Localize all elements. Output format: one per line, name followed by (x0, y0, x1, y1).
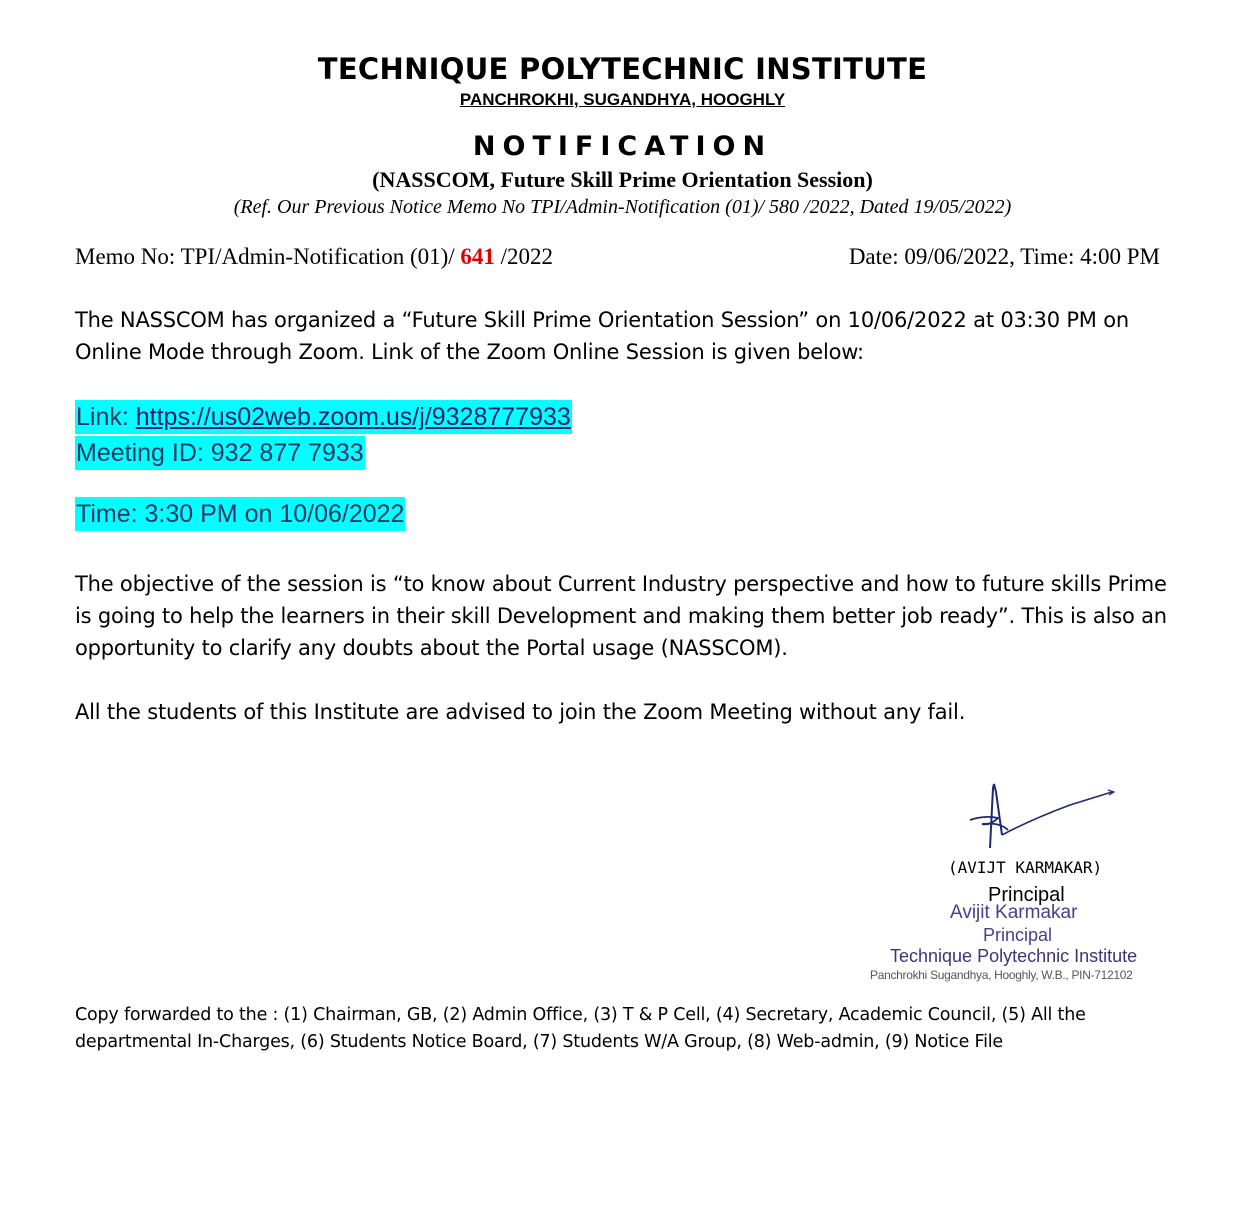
stamp-role: Principal (983, 925, 1053, 945)
copy-forwarded: Copy forwarded to the : (1) Chairman, GB, (2) Admin Office, (3) T & P Cell, (4) Secretary, Academic Council, (5) All the departmental In-Charges, (6) Students Notice Board, (7) Students W/A Group, (8) Web-admin, (9) Notice File (75, 1005, 1086, 1052)
signatory-name: (AVIJT KARMAKAR) (948, 858, 1103, 877)
intro-paragraph: The NASSCOM has organized a “Future Skill Prime Orientation Session” on 10/06/2022 at 03:30 PM on Online Mode through Zoom. Link of the Zoom Online Session is given below: (75, 308, 1129, 364)
notification-reference: (Ref. Our Previous Notice Memo No TPI/Admin-Notification (01)/ 580 /2022, Dated 19/05/2022) (233, 196, 1012, 218)
objective-paragraph: The objective of the session is “to know about Current Industry perspective and how to future skills Prime is going to help the learners in their skill Development and making them better job ready”. This is also an opportunity to clarify any doubts about the Portal usage (NASSCOM). (75, 572, 1167, 660)
zoom-link[interactable]: https://us02web.zoom.us/j/9328777933 (135, 403, 571, 431)
advice-paragraph: All the students of this Institute are advised to join the Zoom Meeting without any fail. (75, 700, 966, 724)
institute-address: PANCHROKHI, SUGANDHYA, HOOGHLY (459, 90, 786, 109)
memo-number-line (75, 244, 553, 270)
stamp-name: Avijit Karmakar (950, 902, 1078, 923)
stamp-institute: Technique Polytechnic Institute (890, 946, 1138, 966)
signature-image (960, 780, 1120, 855)
meeting-time: Time: 3:30 PM on 10/06/2022 (75, 497, 405, 531)
stamp-address: Panchrokhi Sugandhya, Hooghly, W.B., PIN-712102 (870, 968, 1133, 982)
institute-name: TECHNIQUE POLYTECHNIC INSTITUTE (317, 52, 928, 86)
memo-prefix: Memo No: TPI/Admin-Notification (01)/ (75, 244, 455, 269)
notification-title: NOTIFICATION (472, 131, 773, 162)
notification-subtitle: (NASSCOM, Future Skill Prime Orientation Session) (372, 167, 873, 192)
meeting-id: Meeting ID: 932 877 7933 (75, 436, 365, 470)
link-label: Link: (76, 403, 129, 431)
memo-date-time: Date: 09/06/2022, Time: 4:00 PM (848, 244, 1160, 269)
zoom-link-line (75, 400, 572, 434)
memo-number: 641 (460, 244, 495, 269)
memo-suffix: /2022 (500, 244, 554, 269)
signatory-title: Principal (988, 884, 1065, 906)
